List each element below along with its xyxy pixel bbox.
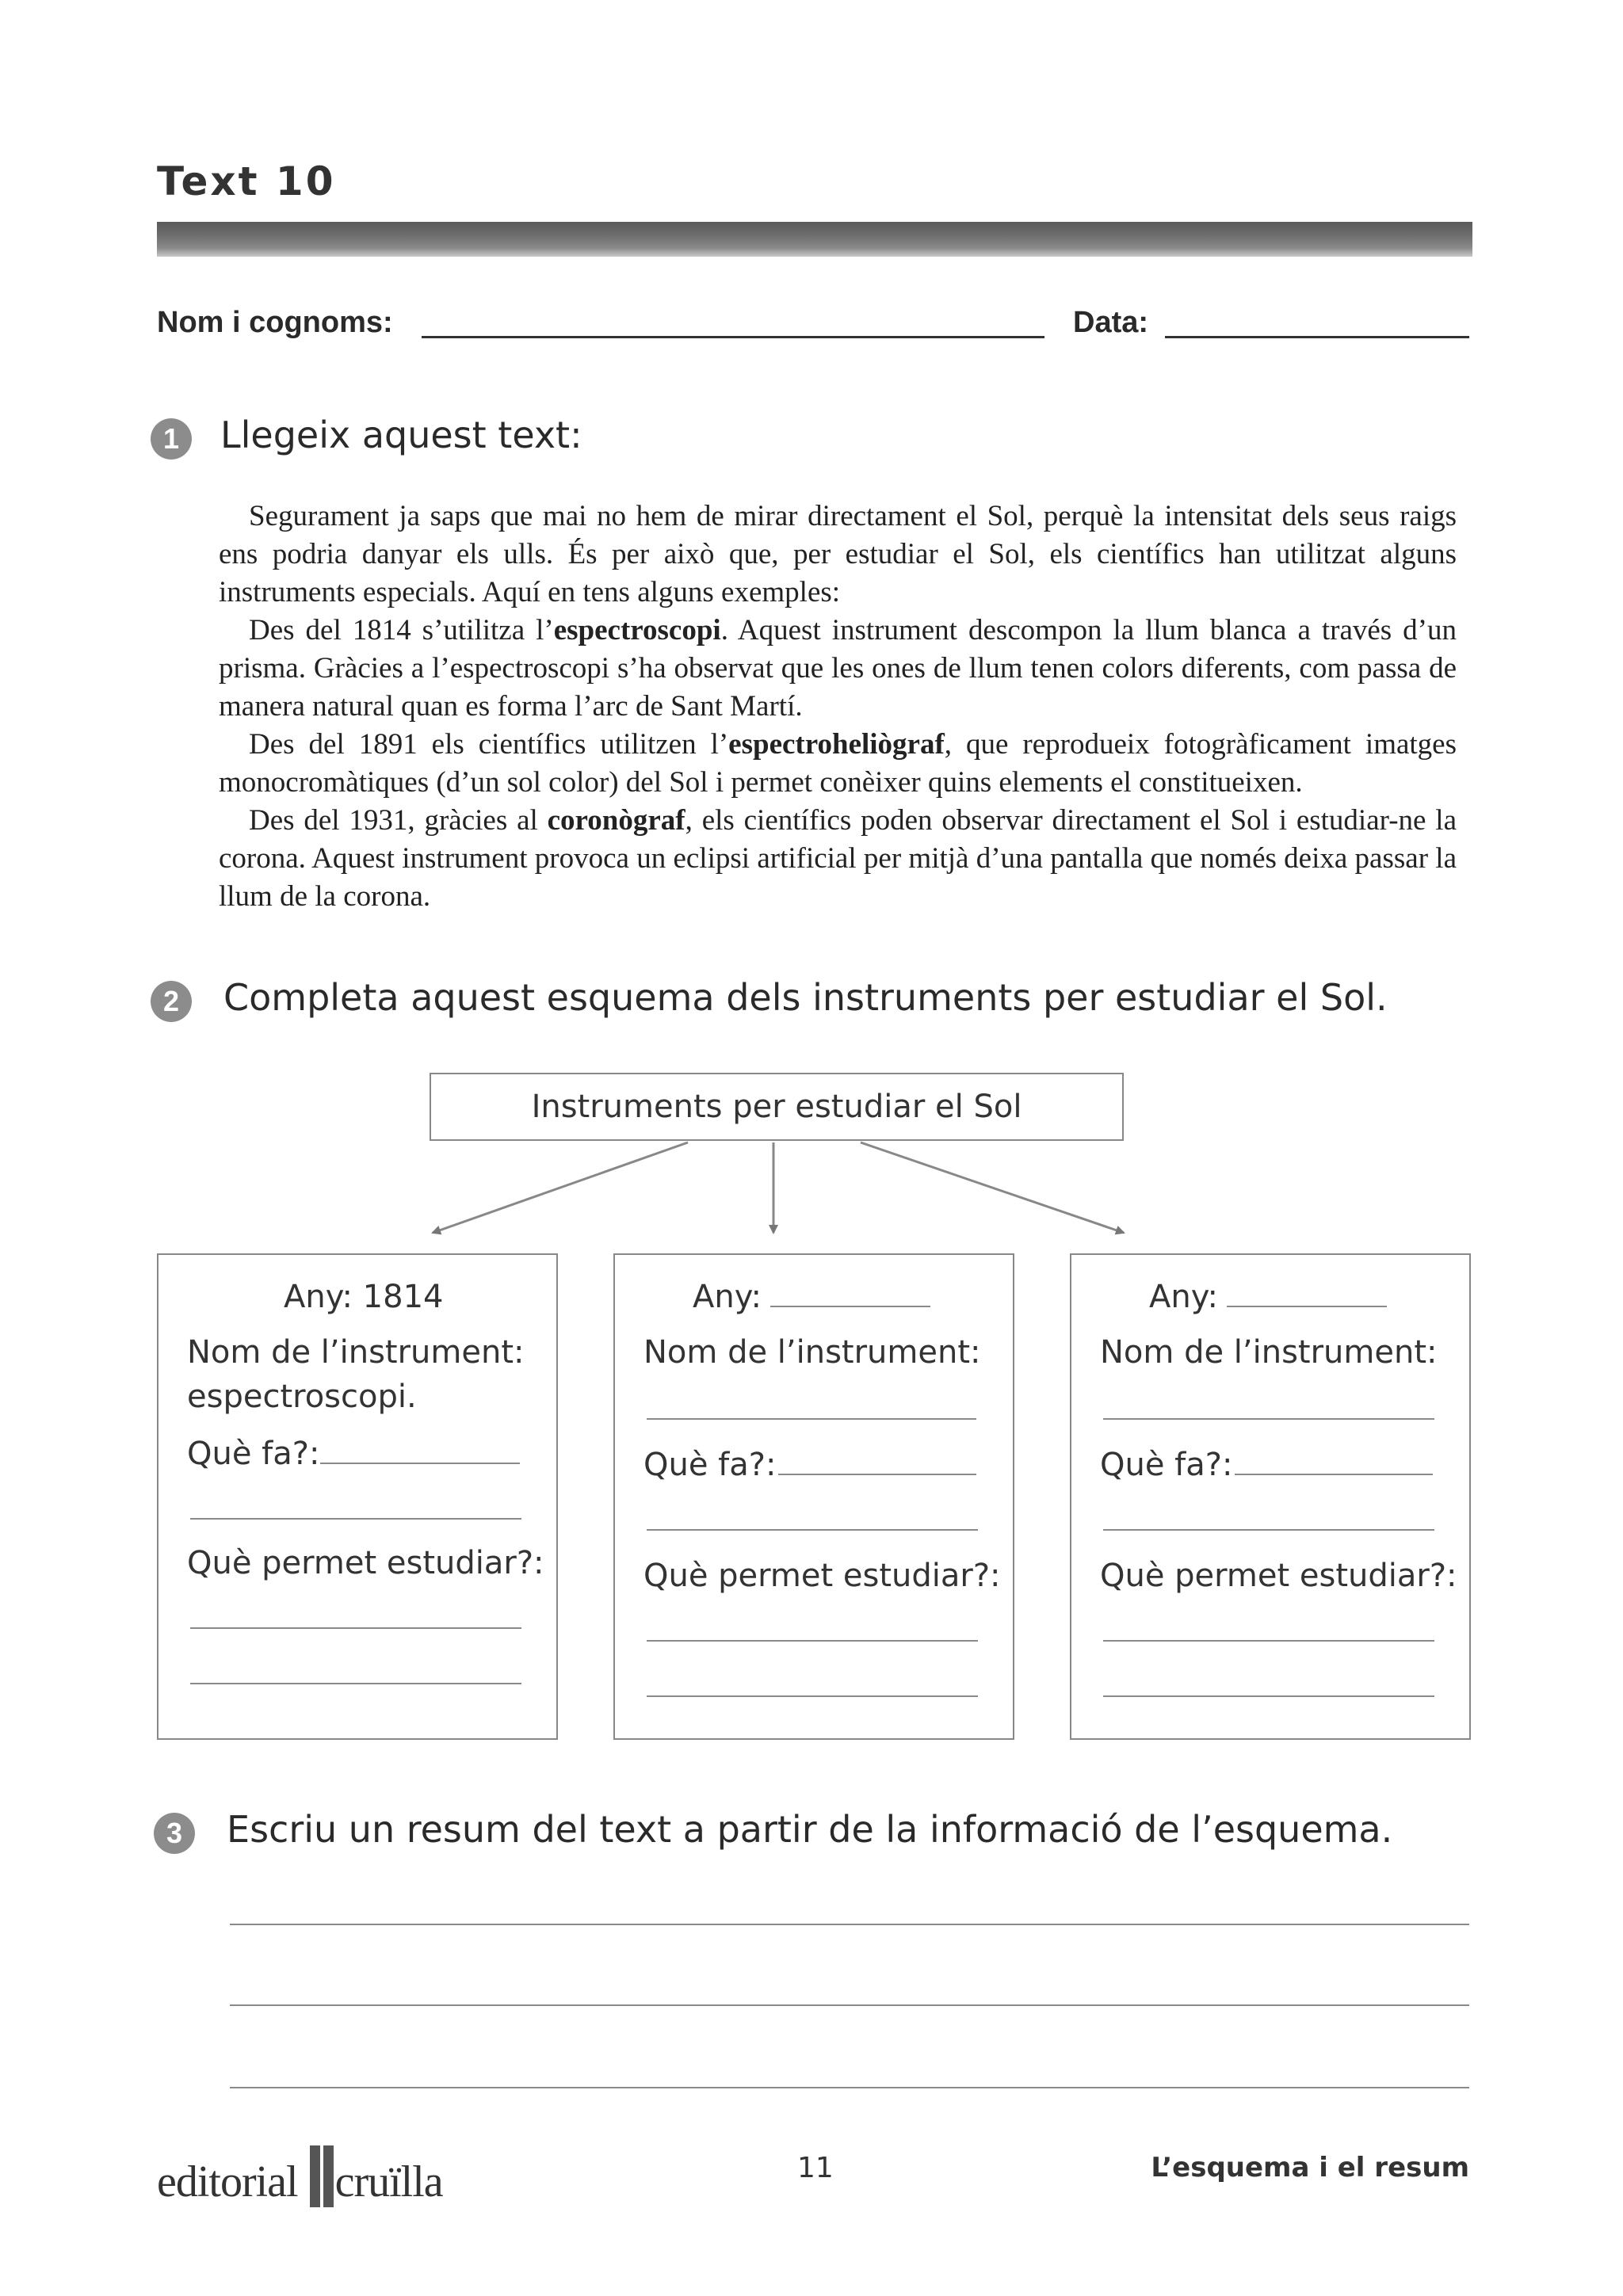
arrow-right bbox=[861, 1142, 1124, 1233]
publisher-logo bbox=[157, 2145, 443, 2207]
name-label: Nom i cognoms: bbox=[157, 306, 393, 339]
box2-study-label: Què permet estudiar?: bbox=[643, 1558, 1001, 1594]
box2-name-line[interactable] bbox=[647, 1418, 976, 1420]
box3-what-label: Què fa?: bbox=[1100, 1447, 1233, 1483]
box2-study-line-1[interactable] bbox=[647, 1640, 978, 1642]
box1-study-line-2[interactable] bbox=[190, 1683, 521, 1684]
exercise-number-3: 3 bbox=[154, 1813, 195, 1854]
box2-name-label: Nom de l’instrument: bbox=[643, 1334, 981, 1371]
summary-line-2[interactable] bbox=[230, 2004, 1469, 2006]
reading-span: , que reprodueix fotogràficament imatges monocromàtiques (d’un sol color) del Sol i permet conèixer quins elements el constitueixen. bbox=[219, 728, 1457, 799]
reading-span: , els científics poden observar directament el Sol i estudiar-ne la corona. Aquest instrument provoca un eclipsi artificial per mitjà d’una pantalla que només deixa passar la llum de la corona. bbox=[219, 804, 1457, 913]
reading-span: Des del 1931, gràcies al bbox=[249, 804, 548, 837]
box2-what-line-2[interactable] bbox=[647, 1529, 978, 1531]
exercise-instruction-2: Completa aquest esquema dels instruments per estudiar el Sol. bbox=[223, 976, 1388, 1019]
box1-what-line-2[interactable] bbox=[190, 1518, 521, 1520]
date-label: Data: bbox=[1073, 306, 1149, 339]
box2-what-label: Què fa?: bbox=[643, 1447, 777, 1483]
exercise-instruction-3: Escriu un resum del text a partir de la informació de l’esquema. bbox=[227, 1808, 1393, 1851]
box3-year: Any: bbox=[1149, 1279, 1218, 1315]
logo-text-a: editorial bbox=[157, 2157, 308, 2206]
box3-what-line-2[interactable] bbox=[1103, 1529, 1434, 1531]
term-espectroheliograf: espectroheliògraf bbox=[728, 728, 945, 761]
instrument-box-1 bbox=[157, 1253, 558, 1740]
box3-name-line[interactable] bbox=[1103, 1418, 1434, 1420]
box2-study-line-2[interactable] bbox=[647, 1695, 978, 1697]
box1-what-line[interactable] bbox=[320, 1463, 520, 1464]
reading-span: Des del 1891 els científics utilitzen l’ bbox=[249, 728, 729, 761]
box1-name-value: espectroscopi. bbox=[187, 1379, 417, 1415]
box1-study-label: Què permet estudiar?: bbox=[187, 1545, 544, 1581]
box3-study-label: Què permet estudiar?: bbox=[1100, 1558, 1457, 1594]
box1-what-label: Què fa?: bbox=[187, 1436, 320, 1472]
page-title: Text 10 bbox=[157, 158, 336, 204]
reading-span: Segurament ja saps que mai no hem de mirar directament el Sol, perquè la intensitat dels seus raigs ens podria danyar els ulls. És per això que, per estudiar el Sol, els científics han utilitzat alguns instruments especials. Aquí en tens alguns exemples: bbox=[219, 500, 1457, 608]
term-espectroscopi: espectroscopi bbox=[553, 614, 721, 646]
diagram-root-label: Instruments per estudiar el Sol bbox=[531, 1089, 1022, 1125]
term-coronograf: coronògraf bbox=[547, 804, 685, 837]
summary-line-3[interactable] bbox=[230, 2087, 1469, 2088]
box3-what-line[interactable] bbox=[1235, 1474, 1433, 1475]
summary-line-1[interactable] bbox=[230, 1924, 1469, 1925]
box3-study-line-1[interactable] bbox=[1103, 1640, 1434, 1642]
instrument-box-3 bbox=[1070, 1253, 1471, 1740]
box1-study-line-1[interactable] bbox=[190, 1627, 521, 1629]
page-number: 11 bbox=[797, 2152, 834, 2184]
box3-name-label: Nom de l’instrument: bbox=[1100, 1334, 1438, 1371]
reading-span: Des del 1814 s’utilitza l’ bbox=[249, 614, 554, 646]
logo-mark bbox=[310, 2145, 334, 2207]
box1-name-label: Nom de l’instrument: bbox=[187, 1334, 525, 1371]
reading-span: . Aquest instrument descompon la llum blanca a través d’un prisma. Gràcies a l’espectroscopi s’ha observat que les ones de llum tenen colors diferents, com passa de manera natural quan es forma l’arc de Sant Martí. bbox=[219, 614, 1457, 723]
box3-year-line[interactable] bbox=[1227, 1306, 1387, 1307]
box2-year: Any: bbox=[693, 1279, 762, 1315]
exercise-number-1: 1 bbox=[151, 418, 192, 460]
box3-study-line-2[interactable] bbox=[1103, 1695, 1434, 1697]
arrow-left bbox=[433, 1142, 688, 1233]
exercise-number-2: 2 bbox=[151, 981, 192, 1022]
section-title: L’esquema i el resum bbox=[1151, 2152, 1469, 2183]
box1-year: Any: 1814 bbox=[284, 1279, 444, 1315]
box2-year-line[interactable] bbox=[770, 1306, 930, 1307]
instrument-box-2 bbox=[613, 1253, 1014, 1740]
box2-what-line[interactable] bbox=[778, 1474, 976, 1475]
exercise-instruction-1: Llegeix aquest text: bbox=[220, 414, 582, 456]
logo-text-b: cruïlla bbox=[334, 2157, 443, 2206]
